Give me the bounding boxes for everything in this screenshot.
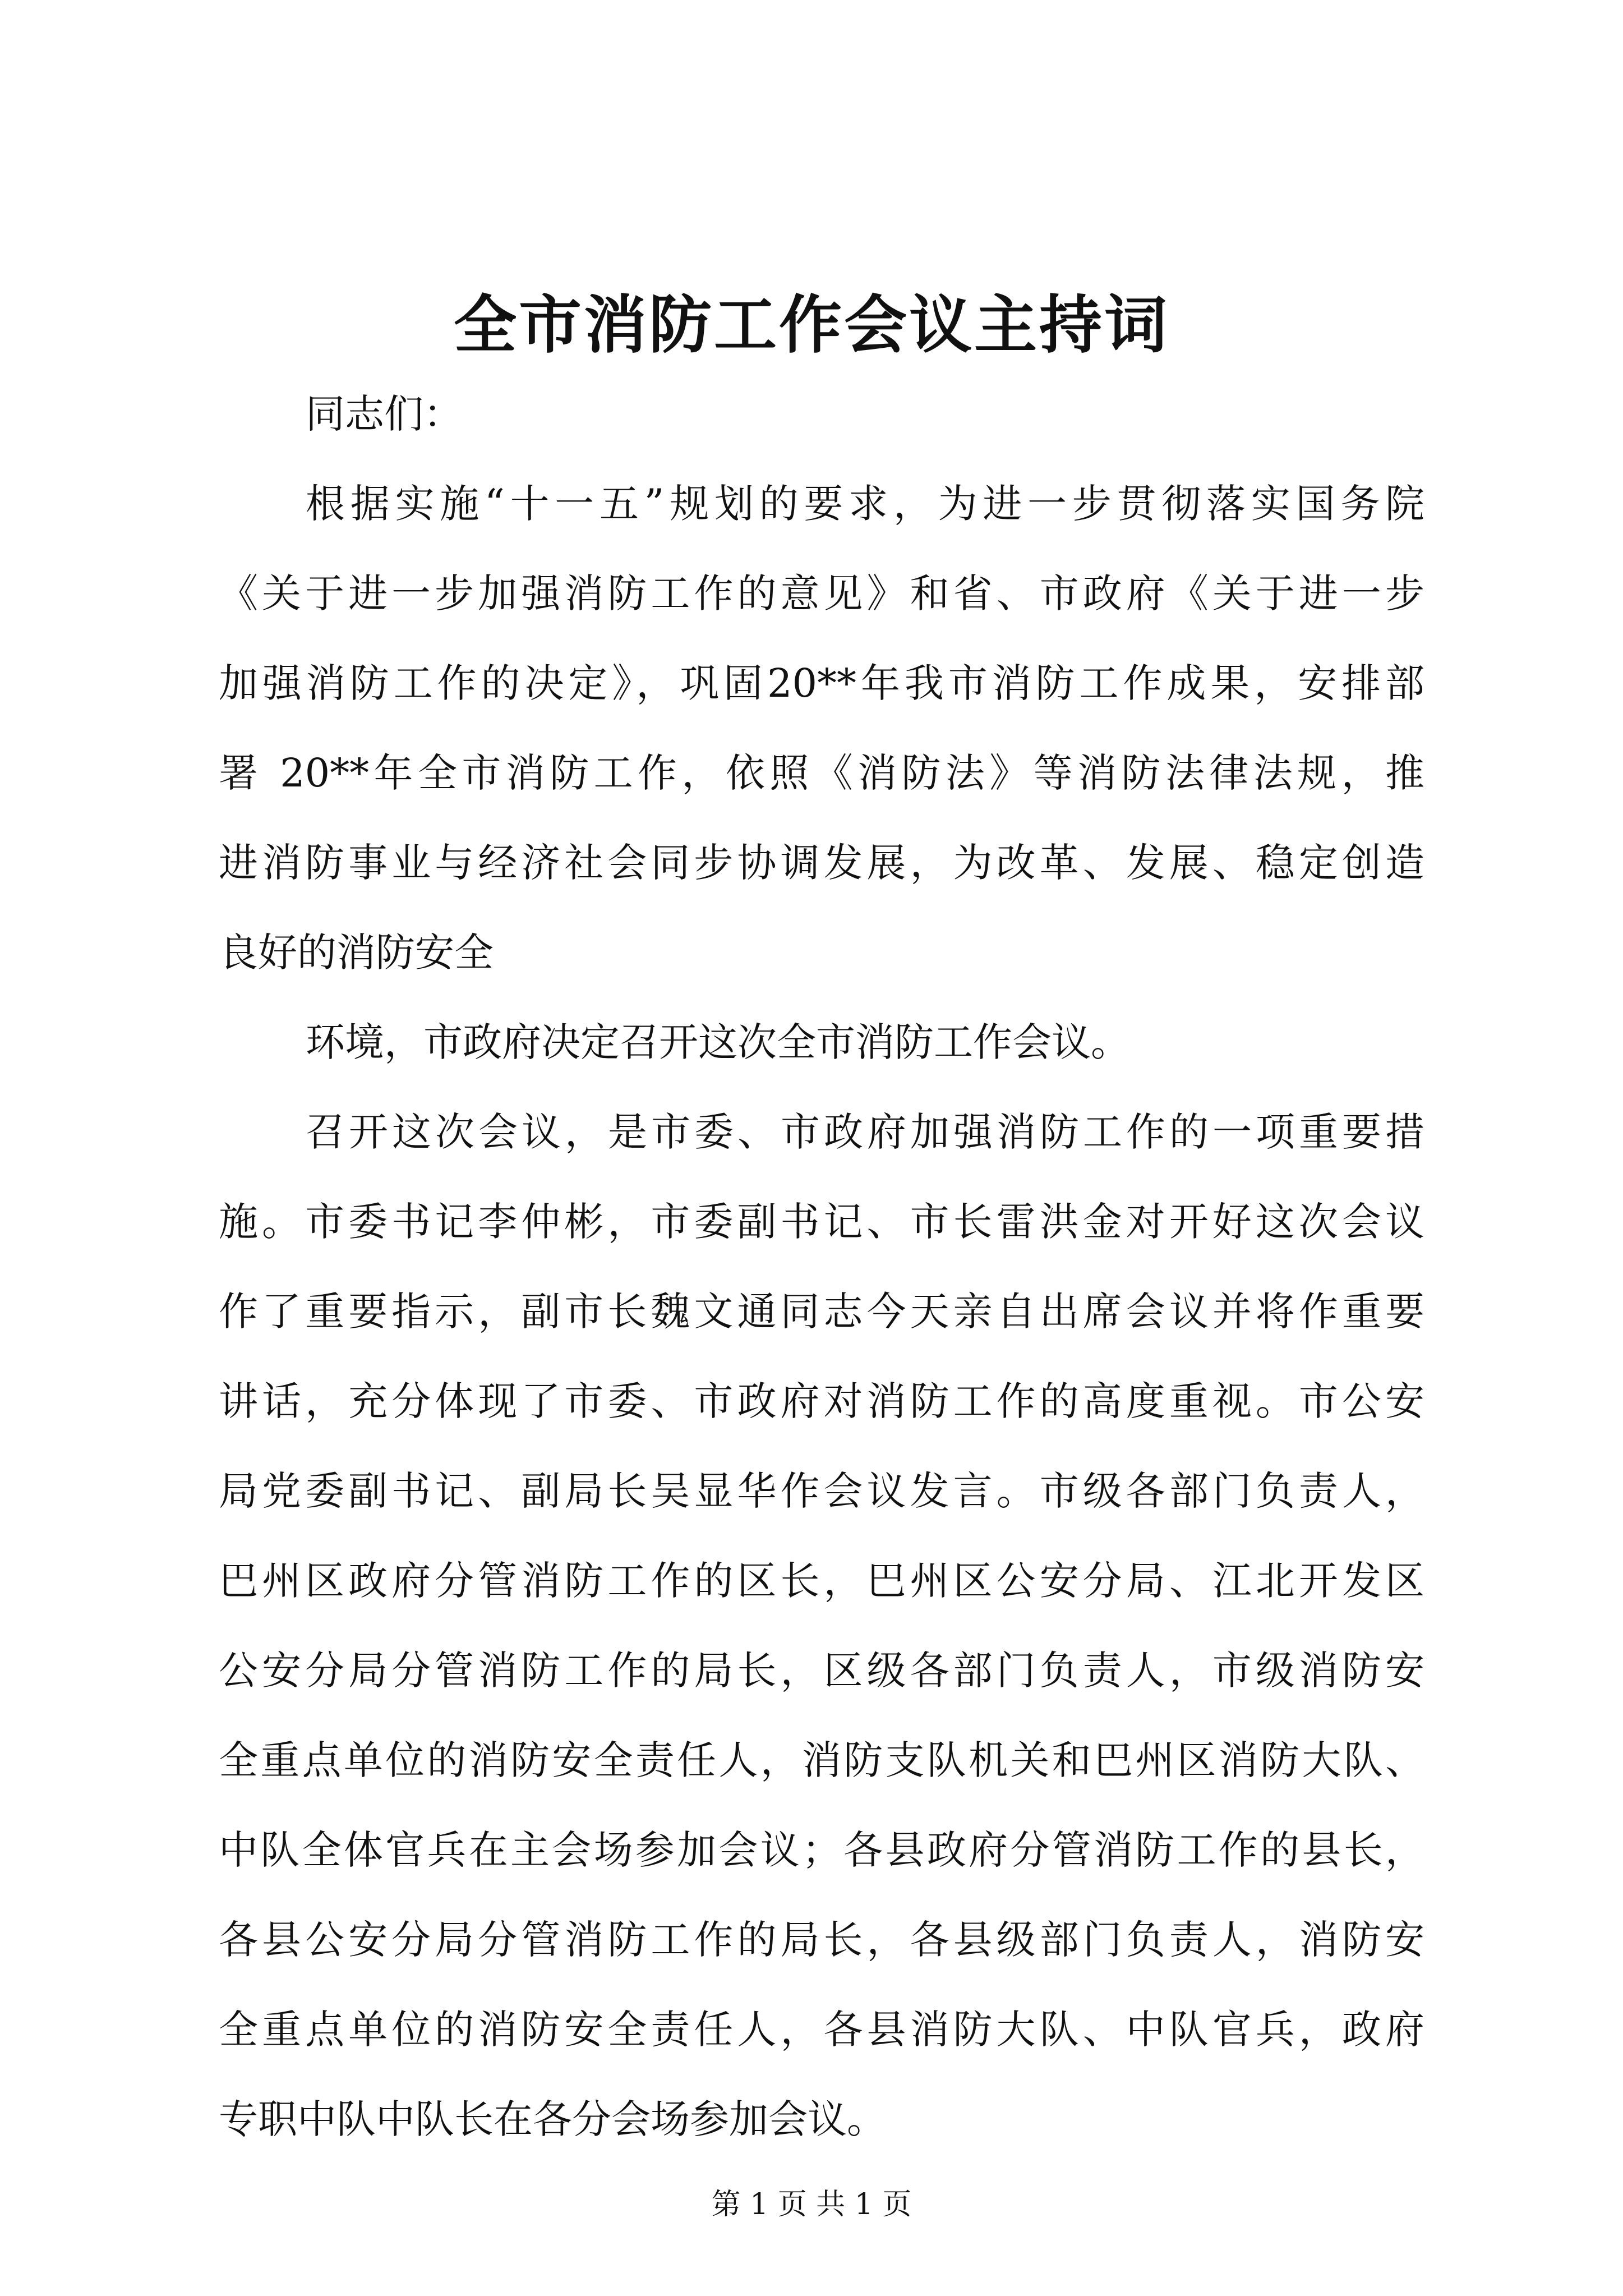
paragraph-3-line: 公安分局分管消防工作的局长，区级各部门负责人，市级消防安: [219, 1648, 1424, 1694]
paragraph-3-line: 全重点单位的消防安全责任人，消防支队机关和巴州区消防大队、: [219, 1737, 1424, 1783]
document-title: 全市消防工作会议主持词: [454, 288, 1169, 362]
paragraph-3-line: 专职中队中队长在各分会场参加会议。: [219, 2096, 886, 2142]
paragraph-3-line: 讲话，充分体现了市委、市政府对消防工作的高度重视。市公安: [219, 1378, 1424, 1424]
paragraph-3-line: 作了重要指示，副市长魏文通同志今天亲自出席会议并将作重要: [219, 1289, 1424, 1335]
paragraph-1-line: 良好的消防安全: [219, 930, 494, 976]
paragraph-3-line: 召开这次会议，是市委、市政府加强消防工作的一项重要措: [306, 1109, 1424, 1155]
paragraph-3-line: 全重点单位的消防安全责任人，各县消防大队、中队官兵，政府: [219, 2007, 1424, 2053]
paragraph-1-line: 根据实施“十一五”规划的要求，为进一步贯彻落实国务院: [306, 481, 1424, 527]
page-footer: 第 1 页 共 1 页: [711, 2188, 912, 2221]
paragraph-3-line: 巴州区政府分管消防工作的区长，巴州区公安分局、江北开发区: [219, 1558, 1424, 1604]
paragraph-1-line: 进消防事业与经济社会同步协调发展，为改革、发展、稳定创造: [219, 840, 1424, 886]
paragraph-1-line: 《关于进一步加强消防工作的意见》和省、市政府《关于进一步: [219, 570, 1424, 616]
paragraph-1-line: 加强消防工作的决定》，巩固20**年我市消防工作成果，安排部: [219, 660, 1424, 706]
paragraph-3-line: 施。市委书记李仲彬，市委副书记、市长雷洪金对开好这次会议: [219, 1199, 1424, 1245]
paragraph-3-line: 各县公安分局分管消防工作的局长，各县级部门负责人，消防安: [219, 1917, 1424, 1963]
paragraph-3-line: 中队全体官兵在主会场参加会议；各县政府分管消防工作的县长，: [219, 1827, 1424, 1873]
paragraph-3-line: 局党委副书记、副局长吴显华作会议发言。市级各部门负责人，: [219, 1468, 1424, 1514]
paragraph-2-line: 环境，市政府决定召开这次全市消防工作会议。: [306, 1019, 1130, 1065]
salutation: 同志们：: [306, 391, 463, 437]
paragraph-1-line: 署 20**年全市消防工作，依照《消防法》等消防法律法规，推: [219, 750, 1424, 796]
